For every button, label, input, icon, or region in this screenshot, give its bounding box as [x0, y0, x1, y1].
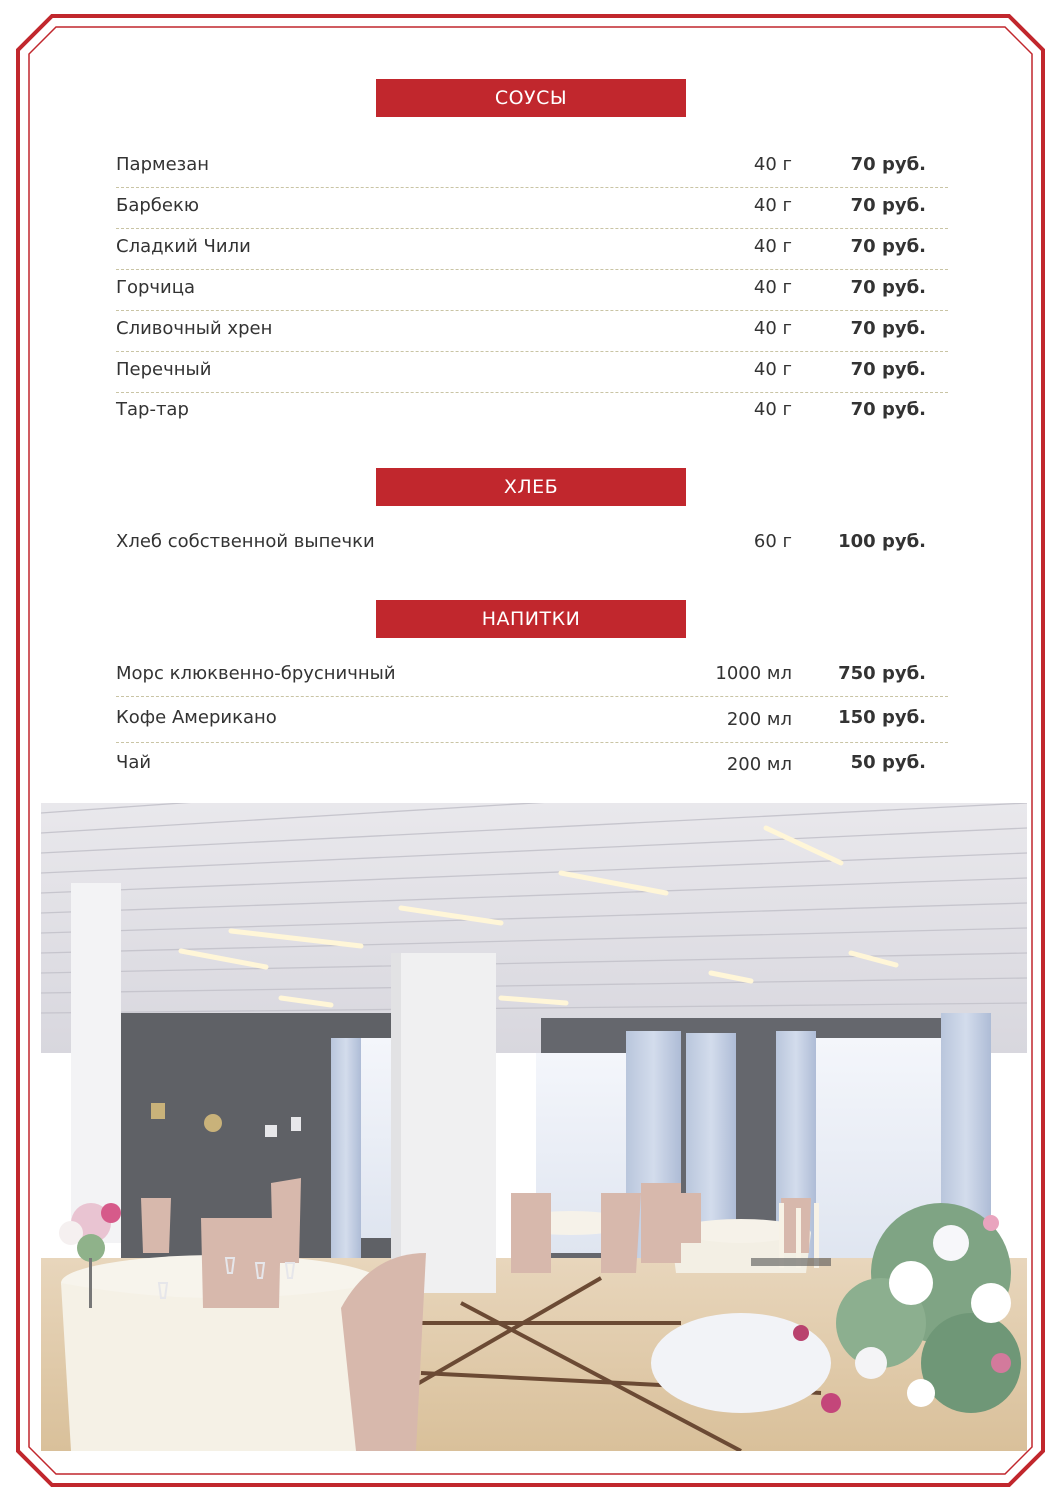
item-price: 70 руб. [850, 154, 926, 175]
item-weight: 40 г [753, 154, 792, 175]
menu-item [116, 187, 948, 229]
item-weight: 40 г [753, 195, 792, 216]
item-name: Чай [116, 752, 152, 773]
item-price: 70 руб. [850, 236, 926, 257]
item-weight: 40 г [753, 399, 792, 420]
menu-item [116, 655, 948, 697]
item-price: 150 руб. [838, 707, 926, 728]
item-price: 70 руб. [850, 277, 926, 298]
item-name: Барбекю [116, 195, 200, 216]
menu-item [116, 523, 948, 564]
item-name: Тар-тар [116, 399, 189, 420]
item-weight: 40 г [753, 318, 792, 339]
item-weight: 40 г [753, 277, 792, 298]
restaurant-hall-photo [41, 803, 1027, 1451]
section-title-drinks: НАПИТКИ [481, 608, 581, 630]
menu-item [116, 351, 948, 393]
item-price: 100 руб. [838, 531, 926, 552]
item-weight: 60 г [753, 531, 792, 552]
item-price: 70 руб. [850, 195, 926, 216]
item-weight: 200 мл [726, 754, 792, 775]
section-header-drinks [376, 600, 686, 638]
menu-item [116, 391, 948, 432]
menu-item [116, 744, 948, 785]
menu-item [116, 228, 948, 270]
menu-item [116, 310, 948, 352]
item-weight: 40 г [753, 236, 792, 257]
item-price: 70 руб. [850, 399, 926, 420]
item-weight: 40 г [753, 359, 792, 380]
item-price: 70 руб. [850, 318, 926, 339]
section-header-sauces [376, 79, 686, 117]
item-name: Хлеб собственной выпечки [116, 531, 375, 552]
item-name: Горчица [116, 277, 196, 298]
item-price: 750 руб. [838, 663, 926, 684]
menu-item [116, 699, 948, 743]
section-header-bread [376, 468, 686, 506]
menu-item [116, 146, 948, 188]
item-price: 50 руб. [850, 752, 926, 773]
item-name: Морс клюквенно-брусничный [116, 663, 396, 684]
item-name: Сливочный хрен [116, 318, 273, 339]
item-weight: 200 мл [726, 709, 792, 730]
item-price: 70 руб. [850, 359, 926, 380]
item-name: Кофе Американо [116, 707, 277, 728]
item-name: Перечный [116, 359, 212, 380]
item-name: Сладкий Чили [116, 236, 251, 257]
menu-item [116, 269, 948, 311]
section-title-bread: ХЛЕБ [503, 476, 559, 498]
section-title-sauces: СОУСЫ [494, 87, 568, 109]
item-name: Пармезан [116, 154, 210, 175]
item-weight: 1000 мл [715, 663, 792, 684]
